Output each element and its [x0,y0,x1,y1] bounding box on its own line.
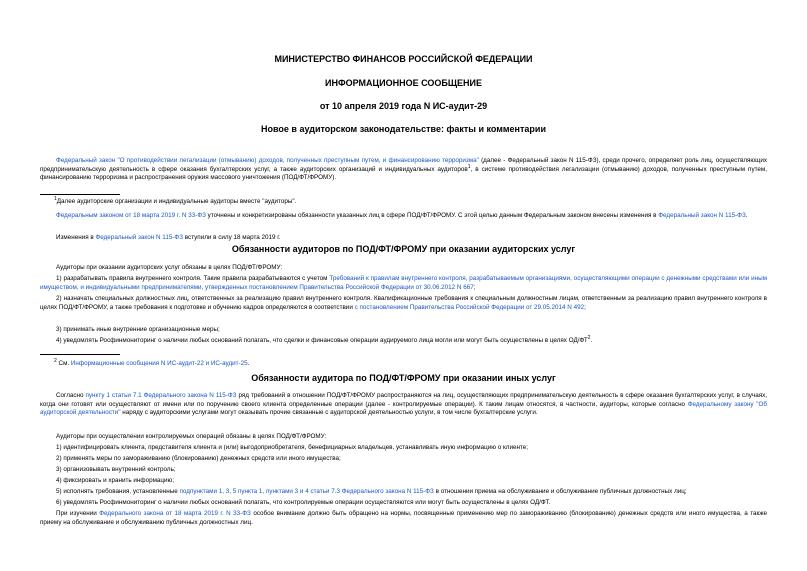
intro-text-2: , в системе противодействия легализации (отмыванию) доходов, полученных преступным путем, финансированию терроризма и распространения оружия массового уничтожения (ПОД/ФТ/ФРОМУ). [40,165,767,182]
footnote-2 [54,357,781,369]
info-messages-link[interactable]: Информационные сообщения N ИС-аудит-22 и ИС-аудит-25 [70,360,248,367]
section-1-title: Обязанности аудиторов по ПОД/ФТ/ФРОМУ при оказании аудиторских услуг [231,244,576,254]
resolution-492-link[interactable]: с постановлением Правительства Российской Федерации от 29.05.2014 N 492 [354,303,585,311]
document-type: ИНФОРМАЦИОННОЕ СООБЩЕНИЕ [325,78,482,88]
footnote-mark-1[interactable]: 1 [467,163,471,170]
section-2-lead: Аудиторы при осуществлении контролируемых операций обязаны в целях ПОД/ФТ/ФРОМУ: [56,433,327,440]
section-2-item-2: 2) применять меры по замораживанию (блокированию) денежных средств или иного имущества; [56,455,341,462]
s2p1-text-a: Согласно [56,392,86,399]
paragraph-33fz-text: уточнены и конкретизированы обязанности указанных лиц в сфере ПОД/ФТ/ФРОМУ. С этой целью данным Федеральным законом внесены изменения в [205,212,659,219]
section-2-item-5 [40,488,767,497]
section-2-paragraph-1 [40,392,767,418]
section-2-item-3: 3) организовывать внутренний контроль; [56,466,176,473]
paragraph-effective-text: Изменения в [56,234,96,241]
paragraph-effective-end: вступили в силу 18 марта 2019 г. [183,234,281,241]
section-2-item-4: 4) фиксировать и хранить информацию; [56,477,175,484]
section-2-title: Обязанности аудитора по ПОД/ФТ/ФРОМУ при оказании иных услуг [251,373,556,383]
intro-paragraph [40,157,767,183]
s2p2-text-a: При изучении [56,510,100,517]
s2p1-text-c: наряду с аудиторскими услугами могут оказывать прочие связанные с аудиторской деятельностью услуги, в том числе бухгалтерские услуги. [120,409,538,417]
federal-law-link[interactable]: Федеральный закон "О противодействии легализации (отмыванию) доходов, полученных преступным путем, и финансированию терроризма" [56,157,479,164]
intro-text: (далее - Федеральный закон N 115-ФЗ), среди прочего, определяет роль лиц, осуществляющих предпринимательскую деятельность в сфере оказания бухгалтерских услуг, а также аудиторских организаций и индивидуальных аудиторов [40,157,767,173]
section-1-item-4 [40,334,767,346]
paragraph-effective [40,234,767,243]
s2p2-text-b: особое внимание должно быть обращено на нормы, посвященные применению мер по замораживанию (блокированию) денежных средств или иного имущества, а также приему на обслуживание и обслуживанию публичных должностных лиц. [40,510,767,526]
section-2-item-6: 6) уведомлять Росфинмониторинг о наличии любых оснований полагать, что контролируемые операции осуществляются или могут быть осуществлены в целях ОД/ФТ. [56,499,551,506]
law-33fz-link-2[interactable]: Федерального закона от 18 марта 2019 г. N 33-ФЗ [99,510,251,517]
ministry-title: МИНИСТЕРСТВО ФИНАНСОВ РОССИЙСКОЙ ФЕДЕРАЦИИ [274,54,533,64]
item-4-end: . [590,337,593,344]
section-1-lead: Аудиторы при оказании аудиторских услуг обязаны в целях ПОД/ФТ/ФРОМУ: [56,264,283,271]
section-1-item-3: 3) принимать иные внутренние организационные меры; [56,326,220,333]
section-1-item-2 [40,295,767,312]
document-date: от 10 апреля 2019 года N ИС-аудит-29 [319,101,488,111]
footnote-1-mark: 1 [54,195,57,202]
footnote-mark-2[interactable]: 2 [587,334,591,341]
requirements-667-link[interactable]: Требований к правилам внутреннего контроля, разрабатываемым организациями, осуществляющими операции с денежными средствами или иным имуществом, и индивидуальными предпринимателями, утвержденных постановлением Правительства Российской Федерации от 30.06.2012 N 667 [40,275,768,291]
document-subtitle: Новое в аудиторском законодательстве: факты и комментарии [261,124,546,134]
footnote-1 [54,195,781,207]
paragraph-33fz-end: . [745,212,748,219]
item-5-text-b: в отношении приема на обслуживание и обслуживание публичных должностных лиц; [433,488,687,495]
law-115fz-link-2[interactable]: Федеральный закон N 115-ФЗ [95,234,184,241]
law-115fz-link[interactable]: Федеральный закон N 115-ФЗ [658,212,746,219]
s2p1-text-b: ряд требований в отношении ПОД/ФТ/ФРОМУ распространяются на лиц, осуществляющих предпринимательскую деятельность в сфере оказания бухгалтерских услуг, в случаях, когда они готовят или осуществляют от имени или по поручению своего клиента определенные операции (далее - контролируемые операции). К таким лицам относятся, в частности, аудиторы, которые согласно [40,392,767,408]
item-1-end: ; [473,283,476,291]
footnote-1-text: Далее аудиторские организации и индивидуальные аудиторы вместе "аудиторы". [56,198,297,205]
footnote-divider-1 [40,194,120,195]
item-2-text: 2) назначать специальных должностных лиц, ответственных за реализацию правил внутреннего контроля. Квалификационные требования к специальным должностным лицам, ответственным за реализацию правил внутреннего контроля в целях ПОД/ФТ/ФРОМУ, а также требования к подготовке и обучению кадров определяются в соответствии [40,295,767,311]
footnote-2-end: . [247,360,250,367]
footnote-2-mark: 2 [54,357,57,364]
article-7-3-link[interactable]: подпунктами 1, 3, 5 пункта 1, пунктами 3 и 4 статьи 7.3 Федерального закона N 115-ФЗ [179,488,434,495]
item-1-text: 1) разрабатывать правила внутреннего контроля. Такие правила разрабатываются с учетом [56,275,330,282]
footnote-2-text: См. [56,360,71,367]
item-2-end: ; [584,303,586,311]
section-1-item-1 [40,275,767,292]
law-33fz-link[interactable]: Федеральным законом от 18 марта 2019 г. N 33-ФЗ [56,212,206,219]
item-4-text: 4) уведомлять Росфинмониторинг о наличии любых оснований полагать, что сделки и финансовые операции аудируемого лица могли или могут быть осуществлены в целях ОД/ФТ [56,337,588,344]
section-2-item-1: 1) идентифицировать клиента, представителя клиента и (или) выгодоприобретателя, бенефициарных владельцев, устанавливать иную информацию о клиенте; [56,444,529,451]
item-5-text-a: 5) исполнять требования, установленные [56,488,180,495]
paragraph-33fz [40,212,767,221]
article-7-1-link[interactable]: пункту 1 статьи 7.1 Федерального закона N 115-ФЗ [85,392,237,399]
audit-law-link[interactable]: Федеральному закону "Об аудиторской деятельности" [40,400,767,417]
footnote-divider-2 [40,354,120,355]
section-2-paragraph-2 [40,510,767,527]
